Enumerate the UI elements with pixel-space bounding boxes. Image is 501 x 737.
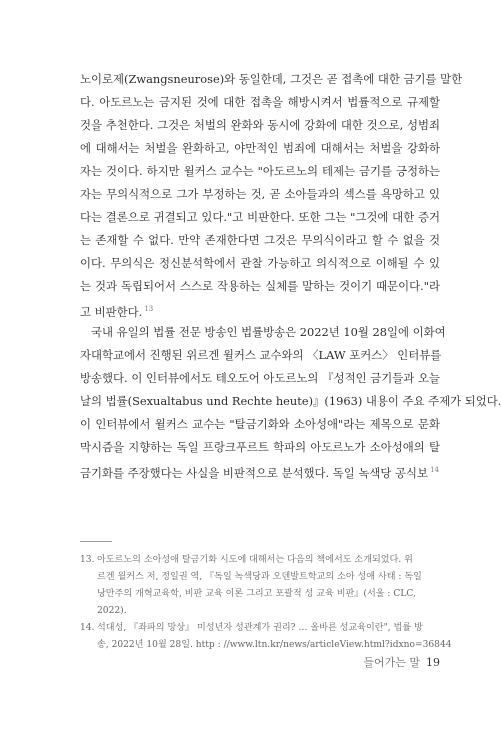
running-footer-label: 들어가는 말 [363, 656, 420, 669]
body-line-text: 금기화를 주장했다는 사실을 비판적으로 분석했다. 독일 녹색당 공식보 [80, 465, 429, 480]
page-number: 19 [426, 656, 440, 669]
body-line-text: 고 비판한다. [80, 304, 143, 319]
body-line: 이 인터뷰에서 윌커스 교수는 "탈금기화와 소아성애"라는 제목으로 문화 [80, 417, 440, 431]
body-line: 는 것과 독립되어서 스스로 작용하는 실체를 말하는 것이기 때문이다."라 [80, 279, 440, 293]
body-line: 다. 아도르노는 금지된 것에 대한 접촉을 해방시켜서 법률적으로 규제할 [80, 95, 440, 109]
body-line: 자는 무의식적으로 그가 부정하는 것, 곧 소아들과의 섹스를 욕망하고 있 [80, 187, 440, 201]
body-line: 에 대해서는 처벌을 완화하고, 야만적인 범죄에 대해서는 처벌을 강화하 [80, 141, 440, 155]
body-line: 것을 추천한다. 그것은 처벌의 완화와 동시에 강화에 대한 것으로, 성범죄 [80, 118, 440, 132]
footnote-ref[interactable]: 14 [430, 466, 439, 474]
body-line [80, 298, 440, 321]
body-line: 는 존재할 수 없다. 만약 존재한다면 그것은 무의식이라고 할 수 없을 것 [80, 233, 440, 247]
footnote-line [80, 620, 440, 637]
footnotes [80, 552, 452, 654]
body-line: 방송했다. 이 인터뷰에서도 테오도어 아도르노의 『성적인 금기들과 오늘 [80, 371, 440, 385]
body-line: 노이로제(Zwangsneurose)와 동일한데, 그것은 곧 접촉에 대한 금기를 말한 [80, 72, 463, 86]
body-line: 이다. 무의식은 정신분석학에서 관찰 가능하고 의식적으로 이해될 수 있 [80, 256, 440, 270]
body-line [80, 459, 440, 482]
footnote-line [80, 552, 440, 569]
footnote-text: 아도르노의 소아성애 탈금기화 시도에 대해서는 다음의 책에서도 소개되었다. 위 [97, 555, 413, 565]
body-text [80, 68, 501, 482]
body-line: 자는 것이다. 하지만 윌커스 교수는 "아도르노의 테제는 금기를 긍정하는 [80, 164, 440, 178]
footnote-line: 르겐 윌커스 저, 정일권 역, 『독일 녹색당과 오덴발트학교의 소아 성애 사태 : 독일 [97, 572, 422, 582]
footnote-line: 2022). [97, 606, 127, 616]
footnote-text: 석대성, 『좌파의 망상』 미성년자 성관계가 권리? … 올바른 성교육이란", 법률 방 [97, 623, 423, 633]
footnote-line: 낭만주의 개혁교육학, 비판 교육 이론 그리고 포괄적 성 교육 비판』(서울 : CLC, [97, 589, 416, 599]
body-line: 국내 유일의 법률 전문 방송인 법률방송은 2022년 10월 28일에 이화여 [91, 325, 446, 339]
footnote-number: 13. [80, 555, 95, 565]
footnote-number: 14. [80, 623, 95, 633]
footnote-ref[interactable]: 13 [144, 305, 154, 313]
body-line: 자대학교에서 진행된 위르겐 윌커스 교수와의 〈LAW 포커스〉 인터뷰를 [80, 348, 442, 362]
body-line: 다는 결론으로 귀결되고 있다."고 비판한다. 또한 그는 "그것에 대한 증거 [80, 210, 440, 224]
body-line: 날의 법률(Sexualtabus und Rechte heute)』(1963) 내용이 주요 주제가 되었다. [80, 394, 501, 408]
footnote-line[interactable]: 송, 2022년 10월 28일. http : //www.ltn.kr/news/articleView.html?idxno=36844 [97, 640, 452, 650]
running-footer [363, 654, 440, 670]
footnote-divider [80, 541, 112, 542]
body-line: 막시즘을 지향하는 독일 프랑크푸르트 학파의 아도르노가 소아성애의 탈 [80, 440, 440, 454]
